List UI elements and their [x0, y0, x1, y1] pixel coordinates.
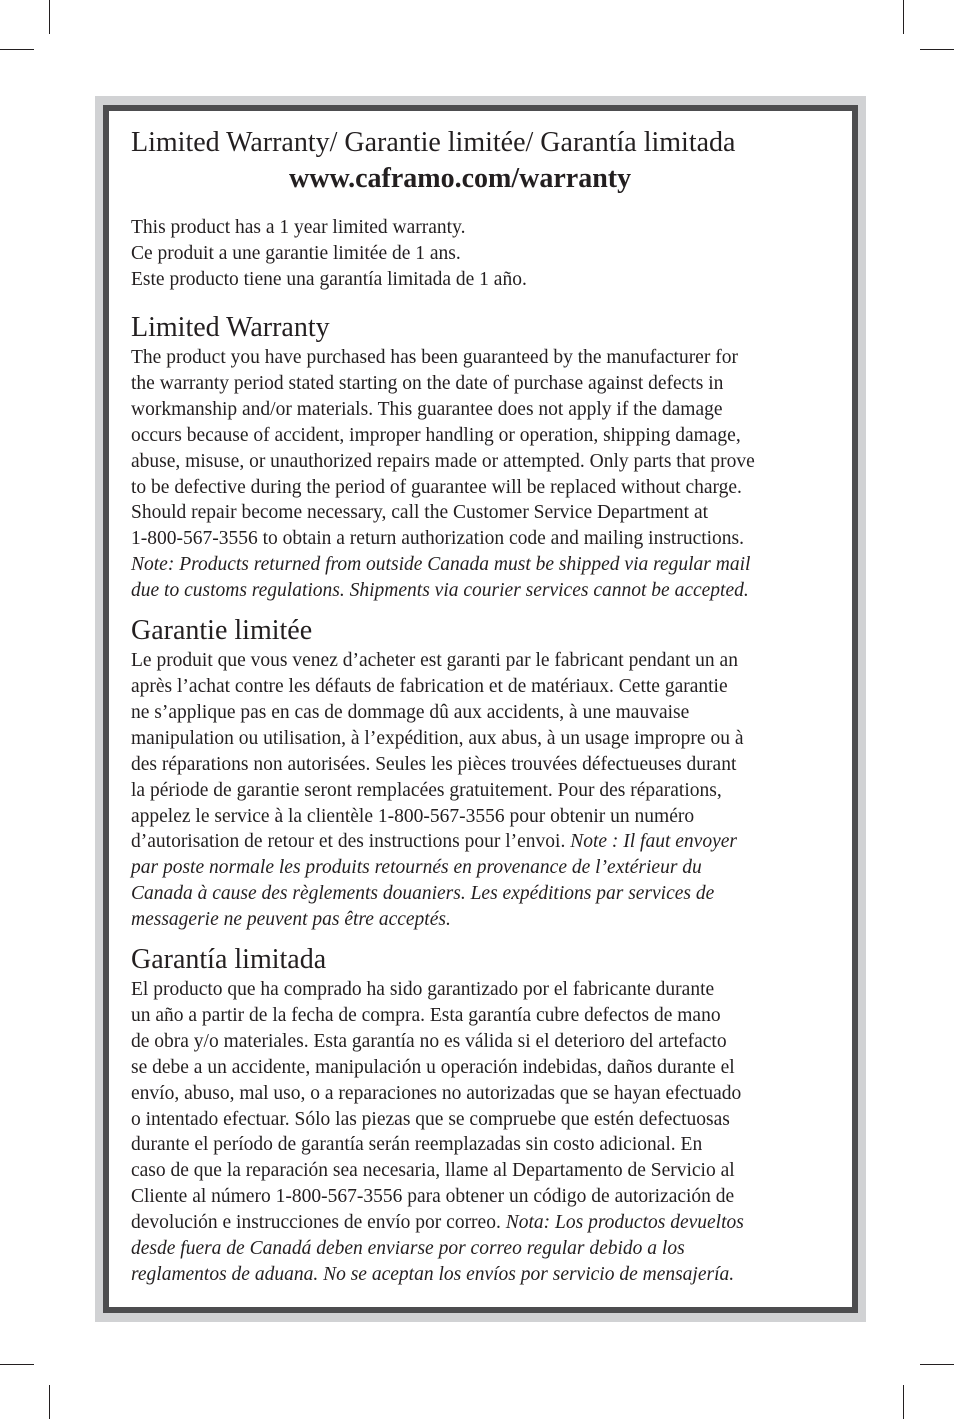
body-line: un año a partir de la fecha de compra. Esta garantía cubre defectos de mano: [131, 1004, 721, 1026]
body-line: 1-800-567-3556 to obtain a return authorization code and mailing instructions.: [131, 528, 745, 550]
warranty-card-outer-frame: [95, 96, 866, 1322]
warranty-url: www.caframo.com/warranty: [289, 163, 632, 194]
section-heading-english: Limited Warranty: [131, 312, 330, 343]
crop-mark-bottom-right-vertical: [903, 1385, 904, 1419]
crop-mark-top-right-vertical: [903, 0, 904, 34]
summary-line-french: Ce produit a une garantie limitée de 1 ans.: [131, 243, 461, 264]
body-line-mixed: [131, 829, 831, 855]
body-line: caso de que la reparación sea necesaria, llame al Departamento de Servicio al: [131, 1160, 735, 1182]
body-line: la période de garantie seront remplacées gratuitement. Pour des réparations,: [131, 779, 722, 801]
body-line: des réparations non autorisées. Seules les pièces trouvées défectueuses durant: [131, 753, 737, 775]
warranty-card-border: [103, 105, 858, 1313]
crop-mark-bottom-right-horizontal: [920, 1364, 954, 1365]
body-line: ne s’applique pas en cas de dommage dû aux accidents, à une mauvaise: [131, 701, 690, 723]
section-body-spanish: [131, 977, 831, 1288]
summary-line-spanish: Este producto tiene una garantía limitada de 1 año.: [131, 269, 527, 290]
note-line: due to customs regulations. Shipments via courier services cannot be accepted.: [131, 580, 749, 602]
body-line: de obra y/o materiales. Esta garantía no es válida si el deterioro del artefacto: [131, 1030, 727, 1052]
note-line: Note: Products returned from outside Canada must be shipped via regular mail: [131, 554, 751, 576]
note-text: Note : Il faut envoyer: [570, 831, 737, 853]
body-line: Should repair become necessary, call the Customer Service Department at: [131, 502, 709, 524]
section-heading-french: Garantie limitée: [131, 615, 313, 647]
warranty-content: [131, 125, 831, 1288]
body-line: Le produit que vous venez d’acheter est garanti par le fabricant pendant un an: [131, 650, 738, 672]
note-line: Canada à cause des règlements douaniers. Les expéditions par services de: [131, 883, 715, 905]
body-line: The product you have purchased has been guaranteed by the manufacturer for: [131, 347, 738, 368]
section-spanish: [131, 943, 831, 1288]
body-line: manipulation ou utilisation, à l’expédition, aux abus, à un usage impropre ou à: [131, 727, 744, 749]
body-line: occurs because of accident, improper handling or operation, shipping damage,: [131, 424, 741, 446]
body-line: après l’achat contre les défauts de fabrication et de matériaux. Cette garantie: [131, 675, 728, 697]
section-heading-spanish: Garantía limitada: [131, 944, 327, 976]
body-line: Cliente al número 1-800-567-3556 para obtener un código de autorización de: [131, 1186, 735, 1208]
crop-mark-bottom-left-horizontal: [0, 1364, 34, 1365]
section-english: [131, 311, 831, 604]
body-line: se debe a un accidente, manipulación u operación indebidas, daños durante el: [131, 1056, 735, 1078]
note-line: reglamentos de aduana. No se aceptan los envíos por servicio de mensajería.: [131, 1264, 735, 1285]
crop-mark-bottom-left-vertical: [49, 1385, 50, 1419]
section-body-french: [131, 648, 831, 933]
crop-mark-top-left-vertical: [49, 0, 50, 34]
body-line: durante el período de garantía serán reemplazadas sin costo adicional. En: [131, 1134, 703, 1156]
body-line: o intentado efectuar. Sólo las piezas que se compruebe que estén defectuosas: [131, 1108, 730, 1130]
crop-mark-top-right-horizontal: [920, 49, 954, 50]
note-line: desde fuera de Canadá deben enviarse por correo regular debido a los: [131, 1238, 685, 1260]
body-line: workmanship and/or materials. This guarantee does not apply if the damage: [131, 398, 723, 420]
section-french: [131, 614, 831, 933]
crop-mark-top-left-horizontal: [0, 49, 34, 50]
body-line-mixed: [131, 1210, 831, 1236]
section-body-english: [131, 345, 831, 604]
note-text: Nota: Los productos devueltos: [505, 1212, 744, 1234]
note-line: par poste normale les produits retournés en provenance de l’extérieur du: [131, 857, 702, 879]
warranty-summary: [131, 215, 831, 293]
body-text: devolución e instrucciones de envío por correo.: [131, 1212, 506, 1234]
note-line: messagerie ne peuvent pas être acceptés.: [131, 909, 451, 931]
body-line: appelez le service à la clientèle 1-800-567-3556 pour obtenir un numéro: [131, 805, 695, 827]
page-title: Limited Warranty/ Garantie limitée/ Garantía limitada: [131, 127, 736, 158]
body-line: the warranty period stated starting on the date of purchase against defects in: [131, 372, 724, 394]
summary-line-english: This product has a 1 year limited warranty.: [131, 217, 466, 238]
body-line: to be defective during the period of guarantee will be replaced without charge.: [131, 476, 742, 498]
body-text: d’autorisation de retour et des instructions pour l’envoi.: [131, 831, 571, 853]
body-line: abuse, misuse, or unauthorized repairs made or attempted. Only parts that prove: [131, 450, 755, 472]
body-line: envío, abuso, mal uso, o a reparaciones no autorizadas que se hayan efectuado: [131, 1082, 742, 1104]
body-line: El producto que ha comprado ha sido garantizado por el fabricante durante: [131, 979, 715, 1001]
